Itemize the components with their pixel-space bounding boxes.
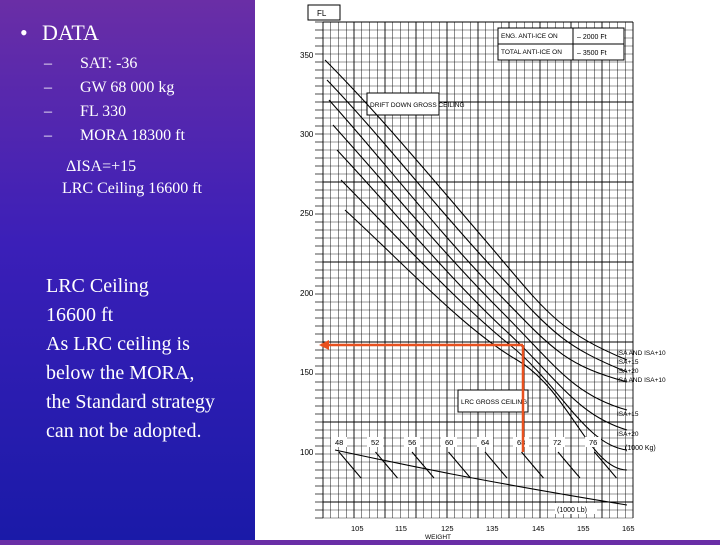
ceiling-chart-panel: [255, 0, 720, 540]
ceiling-curve: [345, 210, 627, 470]
weight-kg-ticks: [331, 437, 601, 447]
kg-tick-48: 48: [335, 438, 344, 447]
y-tick-200: 200: [300, 289, 314, 298]
lrc-gross-ceiling-label: LRC GROSS CEILING: [461, 399, 528, 406]
data-item-gw: – GW 68 000 kg: [44, 79, 175, 96]
weight-guide-line: [339, 452, 361, 478]
right-label-isa15-a: ISA+15: [617, 359, 639, 366]
isa-deviation: ΔISA=+15: [66, 158, 137, 175]
lb-tick-115: 115: [395, 524, 407, 533]
ceiling-chart: [255, 0, 720, 540]
weight-guide-line: [595, 452, 617, 478]
total-anti-ice-value: – 3500 Ft: [577, 50, 607, 57]
kg-tick-52: 52: [371, 438, 380, 447]
bullet-title: DATA: [42, 20, 99, 45]
right-label-isa15-b: ISA+15: [617, 411, 639, 418]
right-label-isa20-a: ISA+20: [617, 368, 639, 375]
drift-down-label: DRIFT DOWN GROSS CEILING: [370, 102, 465, 109]
lrc-ceiling-summary: LRC Ceiling 16600 ft: [62, 180, 202, 197]
y-tick-100: 100: [300, 448, 314, 457]
eng-anti-ice-value: – 2000 Ft: [577, 34, 607, 41]
weight-guide-line: [558, 452, 580, 478]
ceiling-curve: [327, 80, 627, 372]
y-tick-250: 250: [300, 209, 314, 218]
total-anti-ice-label: TOTAL ANTI-ICE ON: [501, 49, 562, 56]
reference-arrowhead: [319, 340, 329, 350]
right-label-isa-10-a: ISA AND ISA+10: [617, 350, 666, 357]
bullet-dot: •: [20, 20, 28, 45]
kg-tick-72: 72: [553, 438, 562, 447]
data-item-fl: – FL 330: [44, 103, 127, 120]
lb-tick-165: 165: [622, 524, 635, 533]
kg-tick-64: 64: [481, 438, 490, 447]
kg-tick-56: 56: [408, 438, 417, 447]
eng-anti-ice-label: ENG. ANTI-ICE ON: [501, 33, 558, 40]
weight-axis-title: WEIGHT: [425, 534, 451, 540]
right-label-isa20-b: ISA+20: [617, 431, 639, 438]
data-item-sat: – SAT: -36: [44, 55, 138, 72]
lb-tick-155: 155: [577, 524, 590, 533]
weight-guide-line: [412, 452, 434, 478]
weight-guide-line: [376, 452, 398, 478]
kg-tick-76: 76: [589, 438, 598, 447]
data-bullet: [20, 20, 99, 46]
lb-tick-135: 135: [486, 524, 499, 533]
kg-tick-68: 68: [517, 438, 526, 447]
kg-tick-60: 60: [445, 438, 454, 447]
conclusion-paragraph: LRC Ceiling 16600 ft As LRC ceiling is below the MORA, the Standard strategy can not be adopted.: [46, 275, 215, 442]
weight-guide-line: [485, 452, 507, 478]
lb-tick-105: 105: [351, 524, 364, 533]
bottom-axis-unit: (1000 Lb): [557, 507, 587, 514]
right-label-isa-10-b: ISA AND ISA+10: [617, 377, 666, 384]
top-axis-unit: (1000 Kg): [625, 445, 656, 452]
ceiling-curve: [337, 150, 627, 430]
ceiling-curve: [335, 450, 627, 505]
y-tick-350: 350: [300, 51, 314, 60]
fl-header-label: FL: [317, 9, 327, 18]
lb-tick-125: 125: [441, 524, 454, 533]
y-tick-300: 300: [300, 130, 314, 139]
y-tick-150: 150: [300, 368, 314, 377]
lb-tick-145: 145: [532, 524, 545, 533]
data-item-mora: – MORA 18300 ft: [44, 127, 185, 144]
